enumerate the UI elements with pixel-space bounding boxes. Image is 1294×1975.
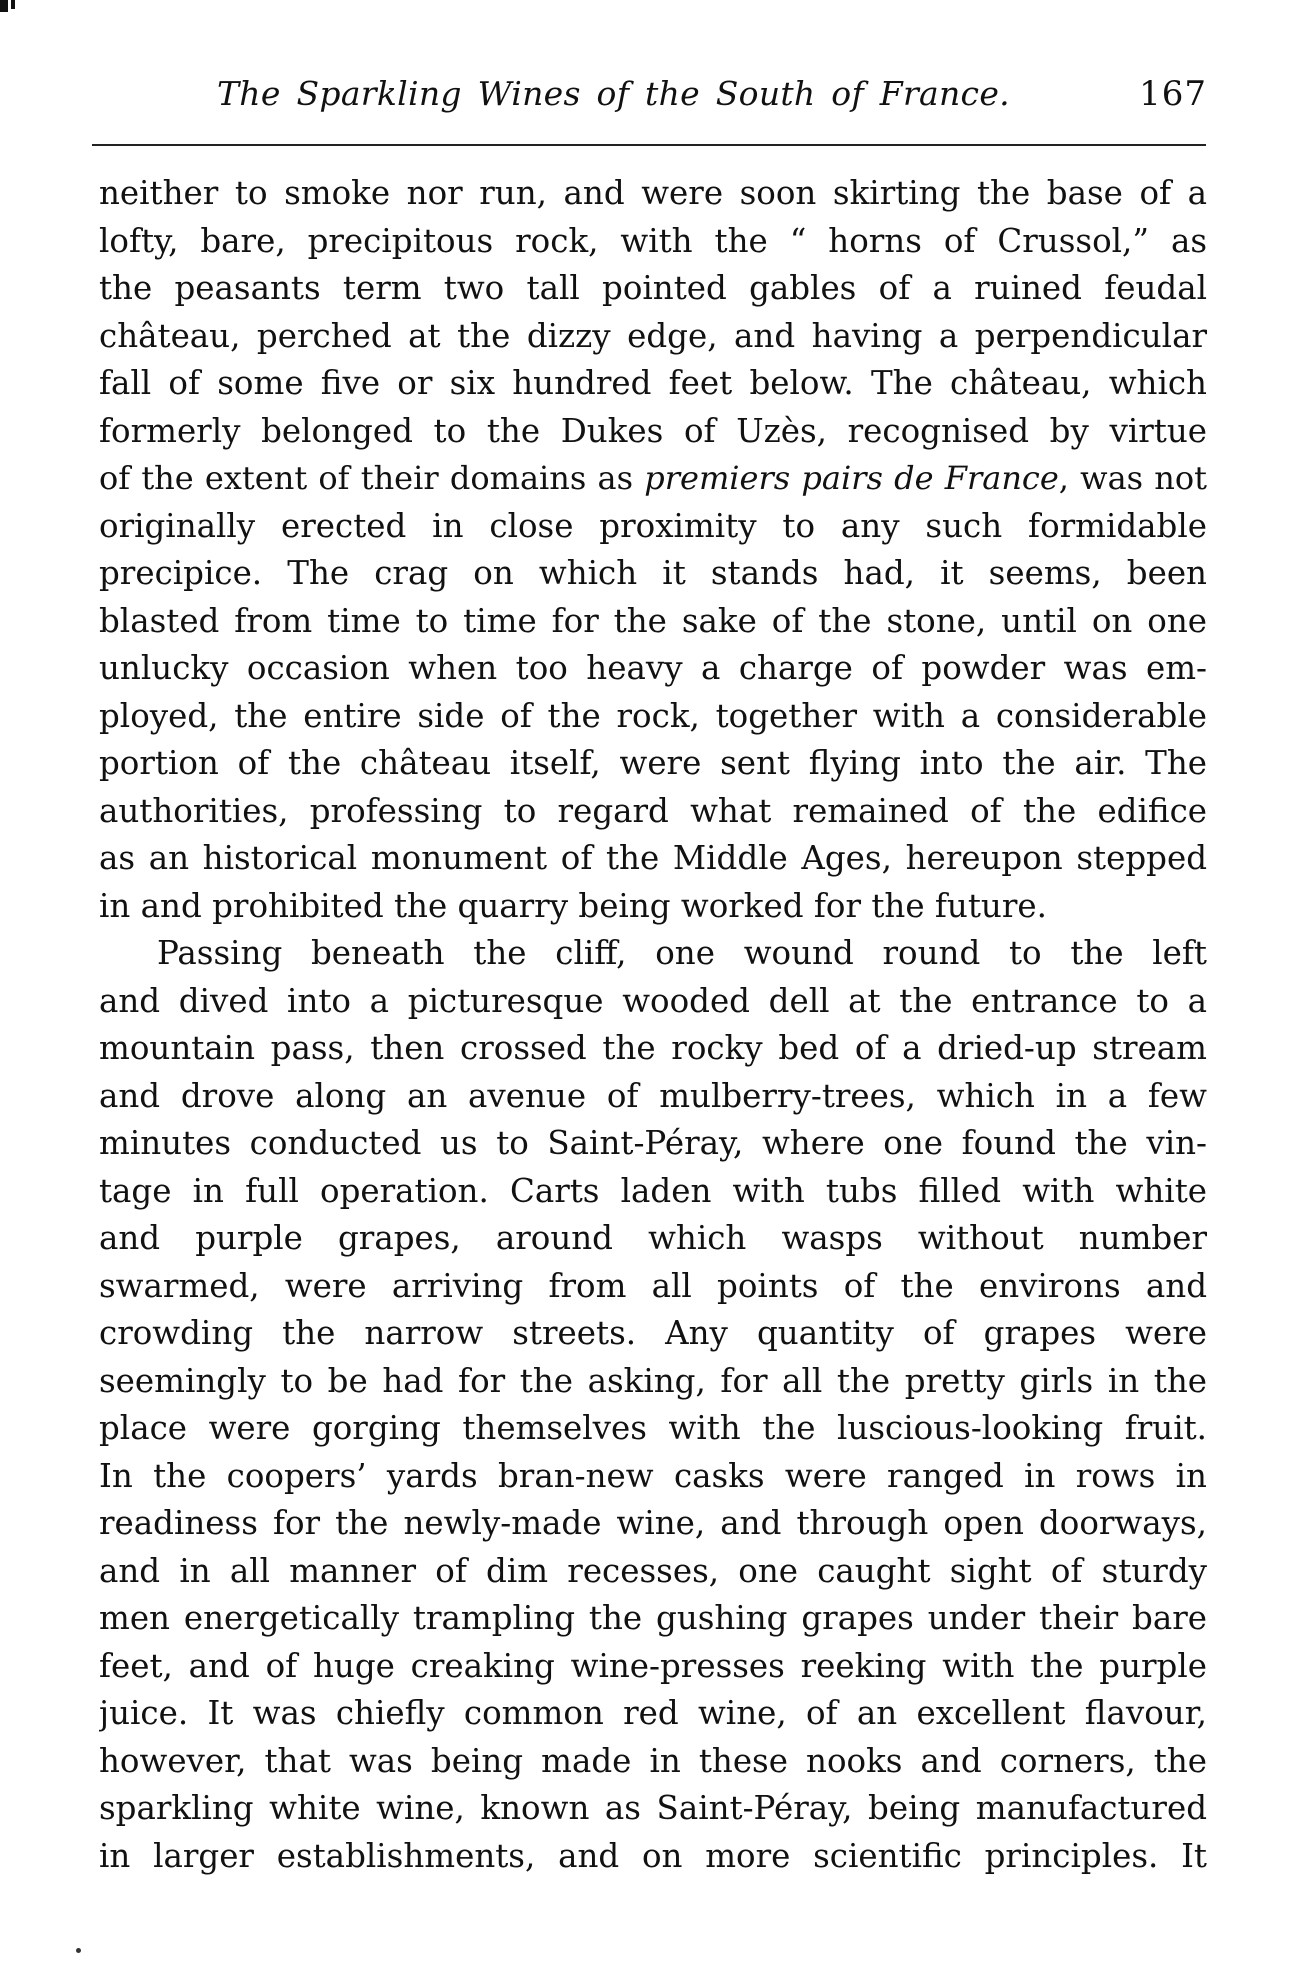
body-text (99, 170, 1207, 1880)
text-line: portion of the château itself, were sent flying into the air. The (99, 744, 1207, 782)
italic-phrase: premiers pairs de France (644, 459, 1059, 497)
text-line: and in all manner of dim recesses, one caught sight of sturdy (99, 1551, 1207, 1590)
text-line: and dived into a picturesque wooded dell at the entrance to a (99, 981, 1207, 1020)
text-line: In the coopers’ yards bran-new casks were ranged in rows in (99, 1456, 1207, 1495)
text-line: sparkling white wine, known as Saint-Péray, being manufactured (99, 1789, 1207, 1827)
header-rule (92, 144, 1206, 146)
text-line: in larger establishments, and on more scientific principles. It (99, 1836, 1207, 1875)
text-line-with-italic: of the extent of their domains as premiers pairs de France, was not (99, 459, 1207, 497)
text-line: unlucky occasion when too heavy a charge of powder was em- (99, 649, 1207, 687)
text-line: feet, and of huge creaking wine-presses reeking with the purple (99, 1646, 1207, 1685)
text-line: and purple grapes, around which wasps without number (99, 1219, 1207, 1257)
text-line: authorities, professing to regard what remained of the edifice (99, 791, 1207, 830)
text-line: swarmed, were arriving from all points of the environs and (99, 1266, 1207, 1305)
text-line: seemingly to be had for the asking, for all the pretty girls in the (99, 1361, 1207, 1400)
text-line: crowding the narrow streets. Any quantity of grapes were (99, 1314, 1207, 1352)
page-number: 167 (1139, 74, 1207, 114)
text-line: juice. It was chiefly common red wine, of an excellent flavour, (99, 1694, 1207, 1732)
paragraph-first-line: Passing beneath the cliff, one wound round to the left (157, 934, 1207, 972)
text-line: minutes conducted us to Saint-Péray, where one found the vin- (99, 1124, 1207, 1162)
text-line: place were gorging themselves with the luscious-looking fruit. (99, 1409, 1207, 1447)
text-line: blasted from time to time for the sake of the stone, until on one (99, 601, 1207, 640)
text-line: mountain pass, then crossed the rocky bed of a dried-up stream (99, 1029, 1207, 1067)
print-speck (11, 0, 15, 9)
text-line: fall of some five or six hundred feet below. The château, which (99, 364, 1207, 402)
text-line: neither to smoke nor run, and were soon skirting the base of a (99, 174, 1207, 212)
text-line: ployed, the entire side of the rock, together with a considerable (99, 696, 1207, 735)
text-line: the peasants term two tall pointed gables of a ruined feudal (99, 269, 1207, 307)
print-speck (0, 0, 8, 12)
text-line: originally erected in close proximity to any such formidable (99, 506, 1207, 545)
text-line: precipice. The crag on which it stands had, it seems, been (99, 554, 1207, 592)
text-line: château, perched at the dizzy edge, and having a perpendicular (99, 316, 1207, 355)
text-line: however, that was being made in these nooks and corners, the (99, 1741, 1207, 1780)
text-line: as an historical monument of the Middle Ages, hereupon stepped (99, 839, 1207, 877)
text-line: lofty, bare, precipitous rock, with the “ horns of Crussol,” as (99, 221, 1207, 260)
running-title: The Sparkling Wines of the South of France. (217, 74, 1010, 113)
running-head (217, 74, 1207, 124)
text-line: formerly belonged to the Dukes of Uzès, recognised by virtue (99, 411, 1207, 450)
text-line: tage in full operation. Carts laden with tubs filled with white (99, 1171, 1207, 1210)
text-line: men energetically trampling the gushing grapes under their bare (99, 1599, 1207, 1637)
print-speck (76, 1948, 81, 1953)
paragraph-end-line: in and prohibited the quarry being worked for the future. (99, 886, 1047, 925)
text-line: readiness for the newly-made wine, and through open doorways, (99, 1504, 1207, 1542)
text-line: and drove along an avenue of mulberry-trees, which in a few (99, 1076, 1207, 1115)
